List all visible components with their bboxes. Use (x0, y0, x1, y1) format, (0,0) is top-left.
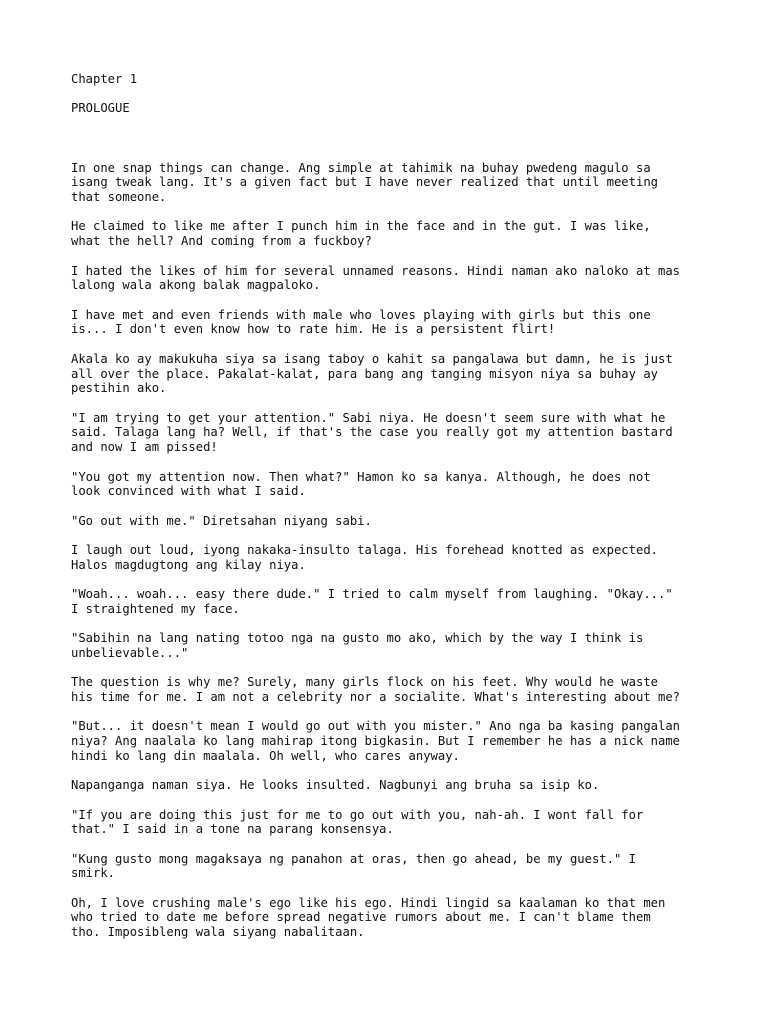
paragraph: "Go out with me." Diretsahan niyang sabi. (71, 513, 372, 528)
paragraph: "Sabihin na lang nating totoo nga na gusto mo ako, which by the way I think is unbelievable..." (71, 631, 644, 660)
chapter-heading: Chapter 1 (71, 72, 138, 86)
paragraph: "You got my attention now. Then what?" Hamon ko sa kanya. Although, he does not look convinced with what I said. (71, 469, 651, 499)
paragraph: "Woah... woah... easy there dude." I tried to calm myself from laughing. "Okay..." I straightened my face. (71, 587, 673, 616)
paragraph: In one snap things can change. Ang simple at tahimik na buhay pwedeng magulo sa isang tweak lang. It's a given fact but I have never realized that until meeting that someone. (71, 160, 658, 205)
paragraph: Akala ko ay makukuha siya sa isang taboy o kahit sa pangalawa but damn, he is just all over the place. Pakalat-kalat, para bang ang tanging misyon niya sa buhay ay pestihin ako. (71, 351, 673, 396)
paragraph: "I am trying to get your attention." Sabi niya. He doesn't seem sure with what he said. Talaga lang ha? Well, if that's the case you really got my attention bastard and now I am pissed! (71, 410, 673, 455)
paragraph: He claimed to like me after I punch him in the face and in the gut. I was like, what the hell? And coming from a fuckboy? (71, 219, 651, 249)
paragraph: The question is why me? Surely, many girls flock on his feet. Why would he waste his time for me. I am not a celebrity nor a socialite. What's interesting about me? (71, 675, 681, 705)
paragraph: "But... it doesn't mean I would go out with you mister." Ano nga ba kasing pangalan niya? Ang naalala ko lang mahirap itong bigkasin. But I remember he has a nick name hindi ko lang din maalala. Oh well, who cares anyway. (71, 719, 681, 763)
paragraph: I laugh out loud, iyong nakaka-insulto talaga. His forehead knotted as expected. Halos magdugtong ang kilay niya. (71, 542, 658, 572)
paragraph: Napanganga naman siya. He looks insulted. Nagbunyi ang bruha sa isip ko. (71, 778, 600, 793)
section-heading: PROLOGUE (71, 100, 130, 115)
paragraph: Oh, I love crushing male's ego like his ego. Hindi lingid sa kaalaman ko that men who tried to date me before spread negative rumors about me. I can't blame them tho. Imposibleng wala siyang nabalitaan. (71, 895, 666, 940)
paragraph: I hated the likes of him for several unnamed reasons. Hindi naman ako naloko at mas lalong wala akong balak magpaloko. (71, 263, 681, 293)
paragraph: "If you are doing this just for me to go out with you, nah-ah. I wont fall for that." I said in a tone na parang konsensya. (71, 807, 644, 837)
document-page (71, 72, 711, 955)
paragraph: I have met and even friends with male who loves playing with girls but this one is... I don't even know how to rate him. He is a persistent flirt! (71, 307, 651, 337)
paragraph: "Kung gusto mong magaksaya ng panahon at oras, then go ahead, be my guest." I smirk. (71, 851, 636, 881)
document-body (71, 161, 711, 940)
